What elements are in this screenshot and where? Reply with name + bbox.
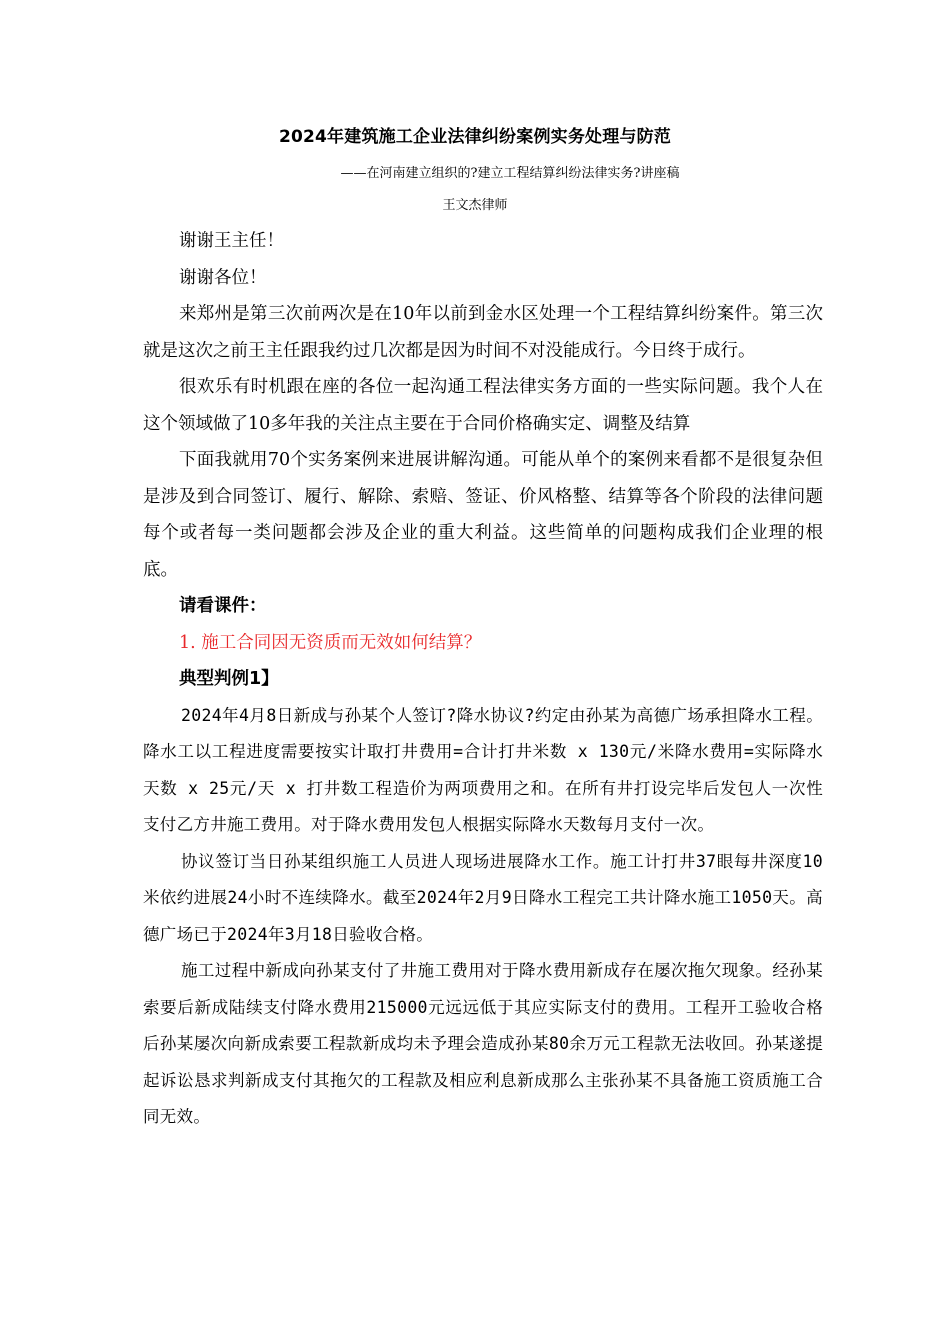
case-paragraph: 协议签订当日孙某组织施工人员进人现场进展降水工作。施工计打井37眼每井深度10米依约进展24小时不连续降水。截至2024年2月9日降水工程完工共计降水施工1050天。高德广场已于2024年3月18日验收合格。 [143,851,823,944]
case-heading: 典型判例1】 [179,669,279,689]
see-courseware-heading: 请看课件： [179,596,267,616]
document-subtitle: ——在河南建立组织的?建立工程结算纠纷法律实务?讲座稿 [340,166,680,181]
document-author: 王文杰律师 [442,198,508,213]
document-body [143,223,823,1136]
document-title: 2024年建筑施工企业法律纠纷案例实务处理与防范 [278,127,672,147]
section-heading: 1. 施工合同因无资质而无效如何结算？ [179,632,482,653]
body-paragraph: 下面我就用70个实务案例来进展讲解沟通。可能从单个的案例来看都不是很复杂但是涉及到合同签订、履行、解除、索赔、签证、价风格整、结算等各个阶段的法律问题每个或者每一类问题都会涉及企业的重大利益。这些简单的问题构成我们企业理的根底。 [143,450,823,580]
body-paragraph: 谢谢各位！ [179,267,267,288]
case-paragraph: 2024年4月8日新成与孙某个人签订?降水协议?约定由孙某为高德广场承担降水工程。降水工以工程进度需要按实计取打井费用=合计打井米数 x 130元/米降水费用=实际降水天数 x 25元/天 x 打井数工程造价为两项费用之和。在所有井打设完毕后发包人一次性支付乙方井施工费用。对于降水费用发包人根据实际降水天数每月支付一次。 [143,705,823,834]
body-paragraph: 很欢乐有时机跟在座的各位一起沟通工程法律实务方面的一些实际问题。我个人在这个领域做了10多年我的关注点主要在于合同价格确实定、调整及结算 [143,377,823,434]
body-paragraph: 来郑州是第三次前两次是在10年以前到金水区处理一个工程结算纠纷案件。第三次就是这次之前王主任跟我约过几次都是因为时间不对没能成行。今日终于成行。 [143,304,823,361]
case-paragraph: 施工过程中新成向孙某支付了井施工费用对于降水费用新成存在屡次拖欠现象。经孙某索要后新成陆续支付降水费用215000元远远低于其应实际支付的费用。工程开工验收合格后孙某屡次向新成索要工程款新成均未予理会造成孙某80余万元工程款无法收回。孙某遂提起诉讼恳求判新成支付其拖欠的工程款及相应利息新成那么主张孙某不具备施工资质施工合同无效。 [143,961,823,1126]
body-paragraph: 谢谢王主任！ [179,231,284,251]
